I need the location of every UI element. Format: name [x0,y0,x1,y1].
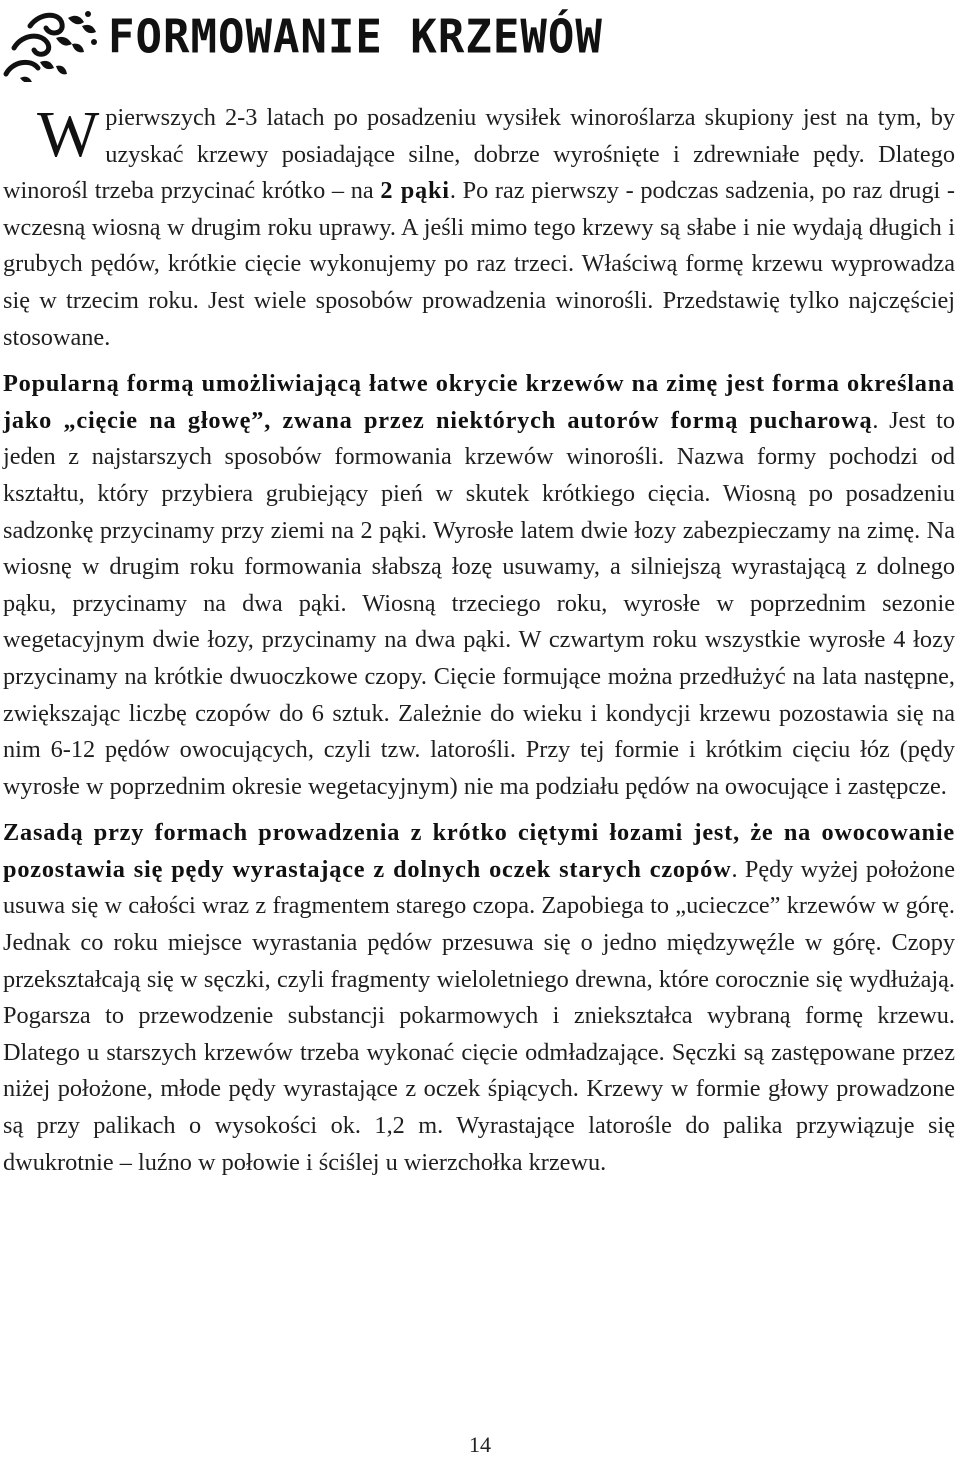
chapter-title: FORMOWANIE KRZEWÓW [108,10,603,65]
paragraph-1 [3,100,955,356]
paragraph-2 [3,366,955,805]
text-segment: . Po raz pierwszy - podczas sadzenia, po raz drugi - wczesną wiosną w drugim roku uprawy. A jeśli mimo tego krzewy są słabe i nie wydają długich i grubych pędów, krótkie cięcie wykonujemy po raz trzeci. Właściwą formę krzewu wyprowadza się w trzecim roku. Jest wiele sposobów prowadzenia winorośli. Przedstawię tylko najczęściej stosowane. [3,177,955,351]
drop-cap: W [37,98,100,171]
chapter-header [0,0,960,82]
body-text [3,100,955,1191]
text-segment: . Pędy wyżej położone usuwa się w całości wraz z fragmentem starego czopa. Zapobiega to „ucieczce” krzewów w górę. Jednak co roku miejsce wyrastania pędów przesuwa się o jedno międzywęźle w górę. Czopy przekształcają się w sęczki, czyli fragmenty wieloletniego drewna, które corocznie się wydłużają. Pogarsza to przewodzenie substancji pokarmowych i zniekształca wybraną formę krzewu. Dlatego u starszych krzewów trzeba wykonać cięcie odmładzające. Sęczki są zastępowane przez niżej położone, młode pędy wyrastające z oczek śpiących. Krzewy w formie głowy prowadzone są przy palikach o wysokości ok. 1,2 m. Wyrastające latorośle do palika przywiązuje się dwukrotnie – luźno w połowie i ściślej u wierzchołka krzewu. [3,855,955,1176]
bold-text: Popularną formą umożliwiającą łatwe okrycie krzewów na zimę jest forma określana jako „cięcie na głowę”, zwana przez niektórych autorów formą pucharową [3,370,955,434]
paragraph-3 [3,815,955,1181]
page-number: 14 [469,1432,491,1457]
bold-text: Zasadą przy formach prowadzenia z krótko ciętymi łozami jest, że na owocowanie pozostawia się pędy wyrastające z dolnych oczek starych czopów [3,819,955,883]
grape-vine-ornament-icon [0,4,108,82]
bold-text: 2 pąki [380,177,450,205]
text-segment: pierwszych 2-3 latach po posadzeniu wysiłek winoroślarza skupiony jest na tym, by uzyskać krzewy posiadające silne, dobrze wyrośnięte i zdrewniałe pędy. Dlatego winorośl trzeba przycinać krótko – na [3,104,955,205]
text-segment: . Jest to jeden z najstarszych sposobów formowania krzewów winorośli. Nazwa formy pochodzi od kształtu, który przybiera grubiejący pień w skutek krótkiego cięcia. Wiosną po posadzeniu sadzonkę przycinamy przy ziemi na 2 pąki. Wyrosłe latem dwie łozy zabezpieczamy na zimę. Na wiosnę w drugim roku formowania słabszą łozę usuwamy, a silniejszą wyrastającą z dolnego pąku, przycinamy na dwa pąki. Wiosną trzeciego roku, wyrosłe w poprzednim sezonie wegetacyjnym dwie łozy, przycinamy na dwa pąki. W czwartym roku wszystkie wyrosłe 4 łozy przycinamy na krótkie dwuoczkowe czopy. Cięcie formujące można przedłużyć na lata następne, zwiększając liczbę czopów do 6 sztuk. Zależnie do wieku i kondycji krzewu pozostawia się na nim 6-12 pędów owocujących, czyli tzw. latorośli. Przy tej formie i krótkim cięciu łóz (pędy wyrosłe w poprzednim okresie wegetacyjnym) nie ma podziału pędów na owocujące i zastępcze. [3,406,955,800]
